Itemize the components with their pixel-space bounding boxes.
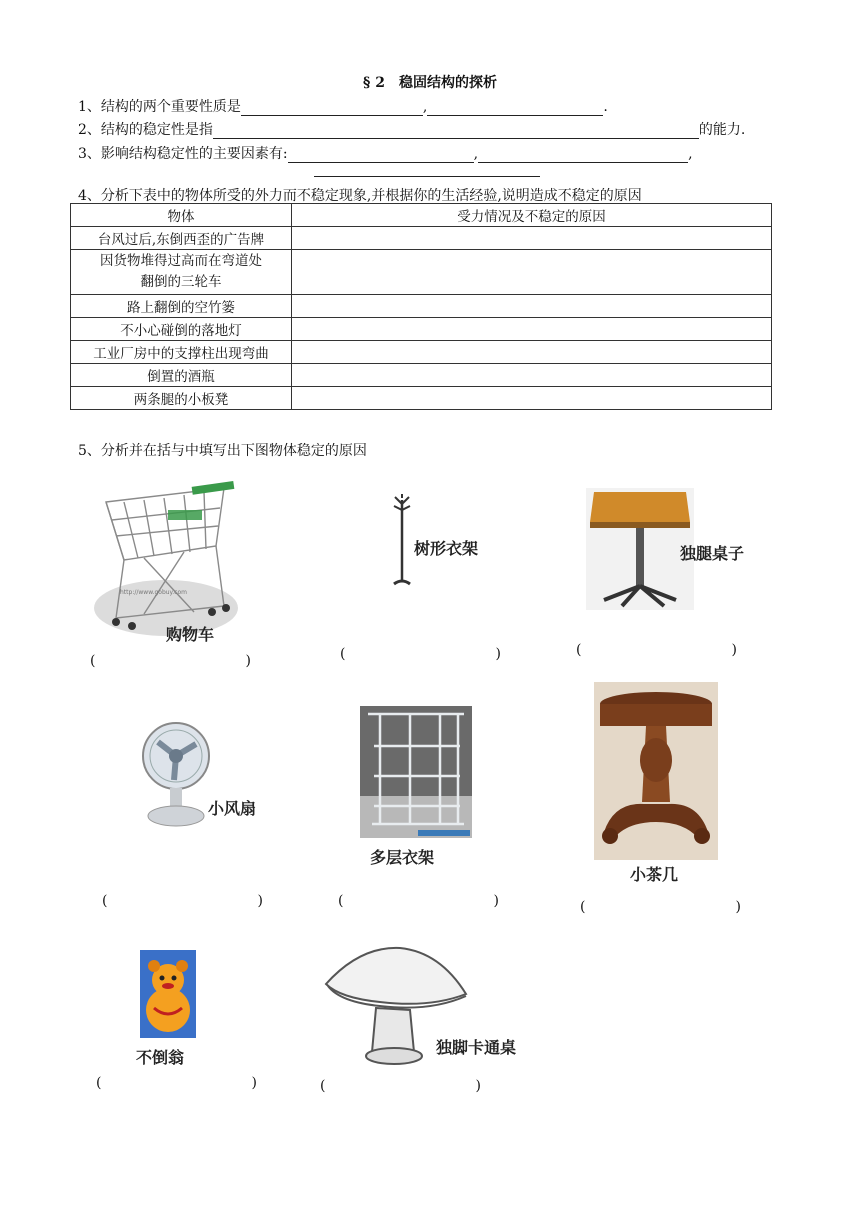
question-3-text: 3、影响结构稳定性的主要因素有: [78, 146, 288, 162]
analysis-table [70, 203, 772, 410]
table-cell-answer[interactable] [292, 295, 772, 318]
question-1-text: 1、结构的两个重要性质是 [78, 99, 241, 115]
answer-blank-1a[interactable] [241, 101, 423, 116]
table-cell-answer[interactable] [292, 364, 772, 387]
question-3 [78, 143, 693, 163]
question-2 [78, 119, 745, 139]
question-3-sep: , [473, 146, 479, 162]
coat-tree-icon [392, 494, 412, 590]
answer-paren-tumbler[interactable] [96, 1075, 257, 1091]
answer-blank-3a[interactable] [288, 148, 474, 163]
table-cell-object [71, 250, 292, 295]
question-2-end: 的能力. [698, 122, 746, 138]
answer-paren-tea-table[interactable] [580, 899, 741, 915]
answer-paren-coat-tree[interactable] [340, 646, 501, 662]
question-4-text: 4、分析下表中的物体所受的外力而不稳定现象,并根据你的生活经验,说明造成不稳定的原因 [78, 188, 642, 204]
tea-table-icon [594, 682, 718, 860]
table-cell-object: 工业厂房中的支撑柱出现弯曲 [71, 341, 292, 364]
table-row [71, 250, 772, 295]
paren-open: ( [340, 646, 346, 662]
question-3-end: , [688, 146, 693, 162]
coat-tree-label: 树形衣架 [414, 539, 479, 558]
table-cell-answer[interactable] [292, 250, 772, 295]
question-1 [78, 96, 608, 116]
table-cell-line: 翻倒的三轮车 [140, 274, 222, 290]
table-row [71, 227, 772, 250]
rack-label: 多层衣架 [370, 848, 435, 867]
fan-label: 小风扇 [208, 799, 257, 818]
cart-watermark: http://www.gobuy.com [120, 589, 187, 596]
paren-open: ( [96, 1075, 102, 1091]
shopping-cart-icon [84, 476, 254, 646]
paren-open: ( [90, 653, 96, 669]
table-cell-answer[interactable] [292, 341, 772, 364]
paren-open: ( [102, 893, 108, 909]
paren-close: ) [257, 893, 263, 909]
paren-open: ( [320, 1078, 326, 1094]
table-row [71, 387, 772, 410]
answer-blank-2[interactable] [213, 124, 699, 139]
one-leg-table-label: 独腿桌子 [680, 544, 745, 563]
table-header-object: 物体 [71, 204, 292, 227]
coat-tree-image [392, 494, 412, 590]
rack-icon [360, 706, 472, 838]
table-header-row [71, 204, 772, 227]
answer-paren-one-leg-table[interactable] [576, 642, 737, 658]
answer-paren-rack[interactable] [338, 893, 499, 909]
table-row [71, 295, 772, 318]
question-2-text: 2、结构的稳定性是指 [78, 122, 213, 138]
answer-blank-3b[interactable] [478, 148, 688, 163]
answer-paren-fan[interactable] [102, 893, 263, 909]
table-cell-answer[interactable] [292, 318, 772, 341]
rack-image [360, 706, 472, 838]
table-cell-object: 路上翻倒的空竹篓 [71, 295, 292, 318]
table-header-reason: 受力情况及不稳定的原因 [292, 204, 772, 227]
tumbler-icon [140, 950, 196, 1038]
one-leg-table-image [586, 488, 694, 610]
paren-close: ) [495, 646, 501, 662]
shopping-cart-image [84, 476, 254, 646]
paren-open: ( [580, 899, 586, 915]
table-cell-answer[interactable] [292, 227, 772, 250]
table-cell-object: 两条腿的小板凳 [71, 387, 292, 410]
paren-close: ) [731, 642, 737, 658]
tumbler-label: 不倒翁 [136, 1048, 185, 1067]
answer-paren-cart[interactable] [90, 653, 251, 669]
table-row [71, 364, 772, 387]
paren-close: ) [251, 1075, 257, 1091]
paren-close: ) [493, 893, 499, 909]
question-1-sep: , [422, 99, 428, 115]
table-row [71, 318, 772, 341]
paren-open: ( [338, 893, 344, 909]
table-cell-object: 不小心碰倒的落地灯 [71, 318, 292, 341]
answer-blank-3c[interactable] [314, 176, 540, 177]
page-title: § 2 稳固结构的探析 [363, 75, 497, 91]
paren-close: ) [245, 653, 251, 669]
fan-icon [140, 720, 212, 830]
table-cell-object: 台风过后,东倒西歪的广告牌 [71, 227, 292, 250]
answer-paren-cartoon-table[interactable] [320, 1078, 481, 1094]
question-1-end: . [603, 99, 608, 115]
cartoon-table-label: 独脚卡通桌 [436, 1038, 517, 1057]
paren-close: ) [475, 1078, 481, 1094]
table-row [71, 341, 772, 364]
table-cell-line: 因货物堆得过高而在弯道处 [100, 253, 262, 269]
one-leg-table-icon [586, 488, 694, 610]
tea-table-label: 小茶几 [630, 865, 679, 884]
tea-table-image [594, 682, 718, 860]
paren-open: ( [576, 642, 582, 658]
answer-blank-1b[interactable] [427, 101, 603, 116]
table-cell-answer[interactable] [292, 387, 772, 410]
table-cell-object: 倒置的酒瓶 [71, 364, 292, 387]
fan-image [140, 720, 212, 830]
tumbler-image [140, 950, 196, 1038]
cart-label: 购物车 [166, 625, 215, 644]
paren-close: ) [735, 899, 741, 915]
question-5-text: 5、分析并在括与中填写出下图物体稳定的原因 [78, 443, 367, 459]
